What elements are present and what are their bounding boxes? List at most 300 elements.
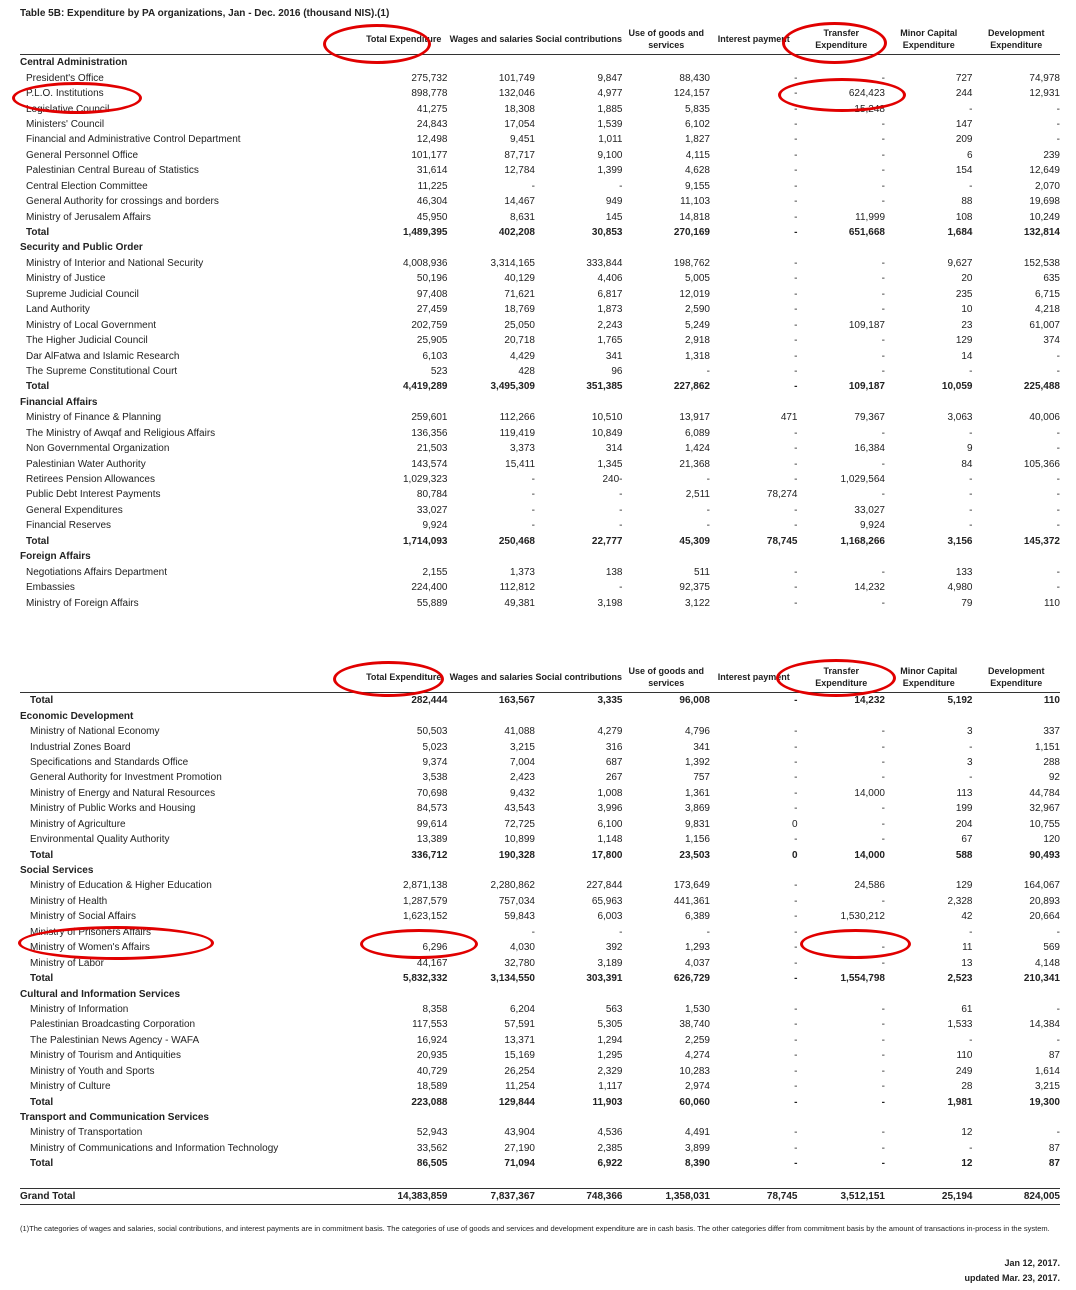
cell: - [619, 489, 623, 501]
header-wages: Wages and salaries [449, 34, 533, 44]
cell: - [794, 118, 798, 130]
cell: - [881, 1127, 885, 1139]
row-label: Social Services [20, 865, 94, 877]
cell: 5,192 [947, 695, 973, 707]
cell: 5,305 [597, 1019, 623, 1031]
row-label: Legislative Council [26, 103, 110, 115]
cell: 392 [605, 942, 623, 954]
cell: 3,512,151 [840, 1190, 885, 1202]
cell: 11,903 [592, 1096, 623, 1108]
cell: 1,151 [1034, 741, 1060, 753]
cell: 38,740 [679, 1019, 710, 1031]
cell: 0 [791, 818, 798, 830]
row-label: President's Office [26, 72, 104, 84]
cell: 80,784 [416, 489, 448, 501]
cell: 341 [605, 350, 623, 362]
cell: 1,399 [597, 165, 623, 177]
cell: - [794, 1050, 798, 1062]
table-row [20, 518, 1060, 533]
cell: - [1056, 504, 1060, 516]
cell: 124,157 [673, 88, 710, 100]
cell: 9,847 [597, 72, 623, 84]
cell: 41,088 [504, 726, 535, 738]
cell: - [969, 489, 973, 501]
row-label: Ministry of Communications and Information Technology [30, 1142, 279, 1154]
cell: - [881, 458, 885, 470]
table-row [20, 487, 1060, 502]
cell: 5,835 [684, 103, 710, 115]
row-label: Ministry of Education & Higher Education [30, 880, 212, 892]
cell: 1,885 [597, 103, 623, 115]
table-row [20, 1064, 1060, 1079]
table-row [20, 194, 1060, 209]
cell: 1,530 [684, 1003, 710, 1015]
row-label: Ministry of Foreign Affairs [26, 597, 139, 609]
category-row [20, 55, 1060, 70]
cell: 2,385 [597, 1142, 623, 1154]
cell: 190,328 [498, 849, 535, 861]
row-label: Total [30, 695, 54, 707]
cell: 235 [955, 288, 973, 300]
cell: 757 [693, 772, 710, 784]
cell: 10,755 [1029, 818, 1060, 830]
cell: 87 [1048, 1142, 1060, 1154]
category-row [20, 549, 1060, 564]
cell: 45,950 [416, 211, 448, 223]
table-row [20, 163, 1060, 178]
total-row [20, 847, 1060, 862]
row-label: Retirees Pension Allowances [26, 474, 155, 486]
table-row [20, 503, 1060, 518]
cell: 20,664 [1029, 911, 1060, 923]
cell: 145 [605, 211, 623, 223]
cell: 4,218 [1034, 304, 1060, 316]
annotation-ellipse [360, 926, 478, 959]
cell: 341 [693, 741, 710, 753]
cell: - [706, 926, 710, 938]
cell: 374 [1043, 335, 1060, 347]
cell: 65,963 [591, 895, 623, 907]
cell: 143,574 [411, 458, 448, 470]
cell: 9,924 [422, 520, 448, 532]
header-transfer: Transfer Expenditure [815, 28, 868, 50]
table-row [20, 909, 1060, 924]
row-label: Ministry of Information [30, 1003, 129, 1015]
cell: 3,134,550 [490, 973, 535, 985]
cell: - [881, 818, 885, 830]
cell: - [531, 926, 535, 938]
row-label: Total [26, 381, 50, 393]
annotation-ellipse [776, 659, 896, 697]
cell: 14,000 [854, 849, 885, 861]
table-row [20, 878, 1060, 893]
table-row [20, 739, 1060, 754]
cell: - [1056, 1127, 1060, 1139]
table-row [20, 472, 1060, 487]
cell: - [794, 756, 798, 768]
cell: 44,167 [416, 957, 448, 969]
cell: 108 [955, 211, 973, 223]
table-row [20, 333, 1060, 348]
cell: 7,004 [509, 756, 535, 768]
row-label: Central Election Committee [26, 180, 148, 192]
row-label: Total [30, 973, 54, 985]
cell: 588 [955, 849, 973, 861]
cell: - [794, 597, 798, 609]
cell: 1,295 [597, 1050, 623, 1062]
row-label: Environmental Quality Authority [30, 834, 170, 846]
cell: 87,717 [504, 149, 535, 161]
cell: - [1056, 520, 1060, 532]
header-social: Social contributions [535, 34, 622, 44]
cell: - [794, 149, 798, 161]
category-row [20, 395, 1060, 410]
cell: 9,100 [597, 149, 623, 161]
cell: 132,814 [1023, 227, 1060, 239]
cell: 3,215 [1034, 1081, 1060, 1093]
cell: 624,423 [848, 88, 885, 100]
cell: 164,067 [1023, 880, 1060, 892]
cell: 50,503 [416, 726, 448, 738]
cell: 17,054 [504, 118, 535, 130]
cell: - [794, 1096, 798, 1108]
cell: 87 [1048, 1050, 1060, 1062]
cell: 1,287,579 [403, 895, 448, 907]
table-row [20, 564, 1060, 579]
cell: - [444, 926, 448, 938]
cell: 70,698 [416, 787, 448, 799]
cell: - [881, 772, 885, 784]
row-label: Ministry of Jerusalem Affairs [26, 211, 151, 223]
cell: 1,684 [947, 227, 973, 239]
cell: 3,335 [597, 695, 623, 707]
cell: 9,831 [684, 818, 710, 830]
cell: 244 [955, 88, 973, 100]
cell: 11,225 [417, 180, 448, 192]
annotation-ellipse [333, 661, 444, 697]
cell: - [1056, 103, 1060, 115]
cell: 4,148 [1034, 957, 1060, 969]
cell: - [794, 443, 798, 455]
cell: - [969, 103, 973, 115]
cell: 2,329 [597, 1065, 623, 1077]
table-row [20, 179, 1060, 194]
cell: 14 [961, 350, 973, 362]
total-row [20, 534, 1060, 549]
cell: 1,533 [947, 1019, 973, 1031]
total-row [20, 1094, 1060, 1109]
cell: 511 [694, 566, 710, 578]
header-minor-capital: Minor Capital Expenditure [900, 28, 958, 50]
cell: - [794, 211, 798, 223]
cell: 6,100 [597, 818, 623, 830]
cell: 4,037 [684, 957, 710, 969]
cell: 336,712 [411, 849, 448, 861]
cell: 1,554,798 [840, 973, 885, 985]
cell: 402,208 [498, 227, 535, 239]
cell: 563 [605, 1003, 623, 1015]
row-label: Total [26, 535, 50, 547]
category-row [20, 863, 1060, 878]
cell: 78,745 [766, 1190, 798, 1202]
cell: 11,999 [855, 211, 885, 223]
table-row [20, 894, 1060, 909]
cell: - [794, 942, 798, 954]
cell: 14,000 [854, 787, 885, 799]
row-label: Total [30, 1158, 54, 1170]
cell: - [1056, 350, 1060, 362]
cell: 267 [605, 772, 623, 784]
cell: 18,589 [416, 1081, 448, 1093]
cell: 4,628 [684, 165, 710, 177]
cell: 198,762 [673, 257, 710, 269]
cell: 471 [780, 412, 798, 424]
cell: 314 [605, 443, 623, 455]
cell: - [794, 880, 798, 892]
cell: 78,274 [766, 489, 798, 501]
cell: 240- [602, 474, 623, 486]
cell: 1,623,152 [403, 911, 448, 923]
cell: 15,411 [505, 458, 535, 470]
cell: 2,070 [1034, 180, 1060, 192]
row-label: Security and Public Order [20, 242, 143, 254]
cell: 1,361 [684, 787, 710, 799]
cell: - [881, 942, 885, 954]
cell: 7,837,367 [490, 1190, 535, 1202]
cell: 40,129 [504, 273, 535, 285]
cell: - [969, 520, 973, 532]
cell: 1,614 [1034, 1065, 1060, 1077]
cell: - [881, 489, 885, 501]
cell: - [881, 1050, 885, 1062]
cell: 5,005 [684, 273, 710, 285]
cell: - [794, 257, 798, 269]
cell: - [794, 180, 798, 192]
cell: 1,539 [597, 118, 623, 130]
cell: - [794, 504, 798, 516]
cell: 8,631 [509, 211, 535, 223]
cell: - [969, 180, 973, 192]
row-label: Ministry of Local Government [26, 319, 157, 331]
row-label: Cultural and Information Services [20, 988, 181, 1000]
cell: 57,591 [504, 1019, 535, 1031]
table-row [20, 441, 1060, 456]
cell: 1,530,212 [840, 911, 885, 923]
cell: 101,749 [498, 72, 535, 84]
cell: 27,459 [416, 304, 448, 316]
table-row [20, 832, 1060, 847]
grand-total-row [20, 1188, 1060, 1205]
table-row [20, 317, 1060, 332]
footnote: (1)The categories of wages and salaries, social contributions, and interest payments are in commitment basis. The categories of use of goods and services and development expenditure are in cash basis. The other categories differ from commitment basis by the amount of transactions in-process in the system. [20, 1224, 1050, 1233]
cell: - [881, 257, 885, 269]
cell: 9,627 [947, 257, 973, 269]
cell: - [881, 926, 885, 938]
cell: 3,215 [509, 741, 535, 753]
cell: - [794, 88, 798, 100]
cell: - [619, 504, 623, 516]
cell: 41,275 [416, 103, 448, 115]
cell: 6,089 [684, 427, 710, 439]
row-label: Ministry of Youth and Sports [30, 1065, 155, 1077]
cell: 748,366 [586, 1190, 623, 1202]
cell: 92,375 [679, 582, 710, 594]
cell: 90,493 [1029, 849, 1060, 861]
cell: 13 [961, 957, 973, 969]
cell: 6,103 [422, 350, 448, 362]
cell: - [531, 489, 535, 501]
row-label: P.L.O. Institutions [26, 88, 104, 100]
cell: 3,198 [597, 597, 623, 609]
cell: 12,649 [1029, 165, 1060, 177]
table-row [20, 410, 1060, 425]
table-row [20, 595, 1060, 610]
cell: - [969, 772, 973, 784]
cell: 1,156 [684, 834, 710, 846]
row-label: Total [30, 1096, 54, 1108]
cell: 21,368 [679, 458, 710, 470]
table-row [20, 348, 1060, 363]
cell: 16,384 [854, 443, 885, 455]
cell: 3,156 [947, 535, 973, 547]
cell: 31,614 [416, 165, 448, 177]
cell: 3,122 [684, 597, 710, 609]
cell: 109,187 [848, 319, 885, 331]
cell: 6,922 [597, 1158, 623, 1170]
cell: 10,849 [591, 427, 623, 439]
cell: 4,419,289 [403, 381, 448, 393]
cell: 1,981 [947, 1096, 973, 1108]
table-row [20, 209, 1060, 224]
cell: 43,904 [504, 1127, 535, 1139]
cell: - [794, 134, 798, 146]
cell: 14,384 [1029, 1019, 1060, 1031]
cell: - [619, 180, 623, 192]
table-row [20, 755, 1060, 770]
cell: - [794, 458, 798, 470]
category-row [20, 986, 1060, 1001]
cell: - [794, 365, 798, 377]
row-label: Total [30, 849, 54, 861]
table-row [20, 132, 1060, 147]
cell: 1,011 [598, 134, 623, 146]
cell: 523 [430, 365, 448, 377]
cell: - [794, 787, 798, 799]
cell: 2,523 [947, 973, 973, 985]
cell: 28 [961, 1081, 973, 1093]
cell: 569 [1043, 942, 1060, 954]
row-label: Non Governmental Organization [26, 443, 170, 455]
cell: 92 [1048, 772, 1060, 784]
cell: 6,204 [509, 1003, 535, 1015]
cell: 1,293 [684, 942, 710, 954]
cell: 15,248 [854, 103, 885, 115]
cell: 3,869 [684, 803, 710, 815]
row-label: Embassies [26, 582, 75, 594]
header-goods: Use of goods and services [628, 28, 704, 50]
cell: - [706, 365, 710, 377]
cell: - [619, 926, 623, 938]
cell: - [881, 304, 885, 316]
annotation-ellipse [778, 78, 906, 112]
row-label: Central Administration [20, 57, 128, 69]
cell: - [794, 103, 798, 115]
cell: 1,345 [597, 458, 623, 470]
cell: 136,356 [411, 427, 448, 439]
table-row [20, 770, 1060, 785]
cell: - [794, 196, 798, 208]
cell: 4,008,936 [403, 257, 448, 269]
cell: 19,300 [1029, 1096, 1060, 1108]
cell: 129 [955, 335, 973, 347]
cell: 3,538 [422, 772, 448, 784]
row-label: Specifications and Standards Office [30, 756, 189, 768]
cell: - [881, 756, 885, 768]
cell: 270,169 [673, 227, 710, 239]
cell: 13,917 [679, 412, 710, 424]
table-row [20, 271, 1060, 286]
cell: 3,996 [597, 803, 623, 815]
cell: 4,115 [685, 149, 710, 161]
cell: - [1056, 926, 1060, 938]
cell: - [881, 566, 885, 578]
cell: 2,243 [597, 319, 623, 331]
cell: 105,366 [1023, 458, 1060, 470]
cell: - [881, 196, 885, 208]
cell: - [881, 149, 885, 161]
cell: 2,155 [422, 566, 448, 578]
cell: 22,777 [591, 535, 623, 547]
cell: 3,373 [509, 443, 535, 455]
cell: - [794, 427, 798, 439]
cell: 1,168,266 [840, 535, 885, 547]
cell: 3,314,165 [490, 257, 535, 269]
cell: 1,714,093 [403, 535, 448, 547]
cell: - [1056, 474, 1060, 486]
cell: 74,978 [1029, 72, 1060, 84]
cell: 757,034 [498, 895, 535, 907]
cell: - [881, 350, 885, 362]
table-row [20, 1033, 1060, 1048]
cell: - [881, 365, 885, 377]
table-header [20, 662, 1060, 693]
cell: 12 [961, 1158, 973, 1170]
cell: 84,573 [416, 803, 448, 815]
cell: 9,451 [509, 134, 535, 146]
row-label: Foreign Affairs [20, 551, 91, 563]
cell: 25,194 [941, 1190, 973, 1202]
cell: 1,318 [684, 350, 710, 362]
header-development: Development Expenditure [987, 28, 1045, 50]
cell: - [794, 1065, 798, 1077]
cell: 133 [955, 566, 973, 578]
row-label: General Authority for Investment Promotion [30, 772, 222, 784]
cell: - [881, 1081, 885, 1093]
cell: 12,784 [504, 165, 535, 177]
cell: - [1056, 134, 1060, 146]
cell: 2,974 [684, 1081, 710, 1093]
cell: - [794, 350, 798, 362]
cell: 1,373 [509, 566, 535, 578]
table-row [20, 1048, 1060, 1063]
cell: 42 [961, 911, 973, 923]
table-row [20, 117, 1060, 132]
cell: 10,059 [941, 381, 973, 393]
header-interest: Interest payment [717, 672, 790, 682]
cell: 4,796 [684, 726, 710, 738]
cell: 14,232 [854, 695, 885, 707]
cell: 223,088 [411, 1096, 448, 1108]
